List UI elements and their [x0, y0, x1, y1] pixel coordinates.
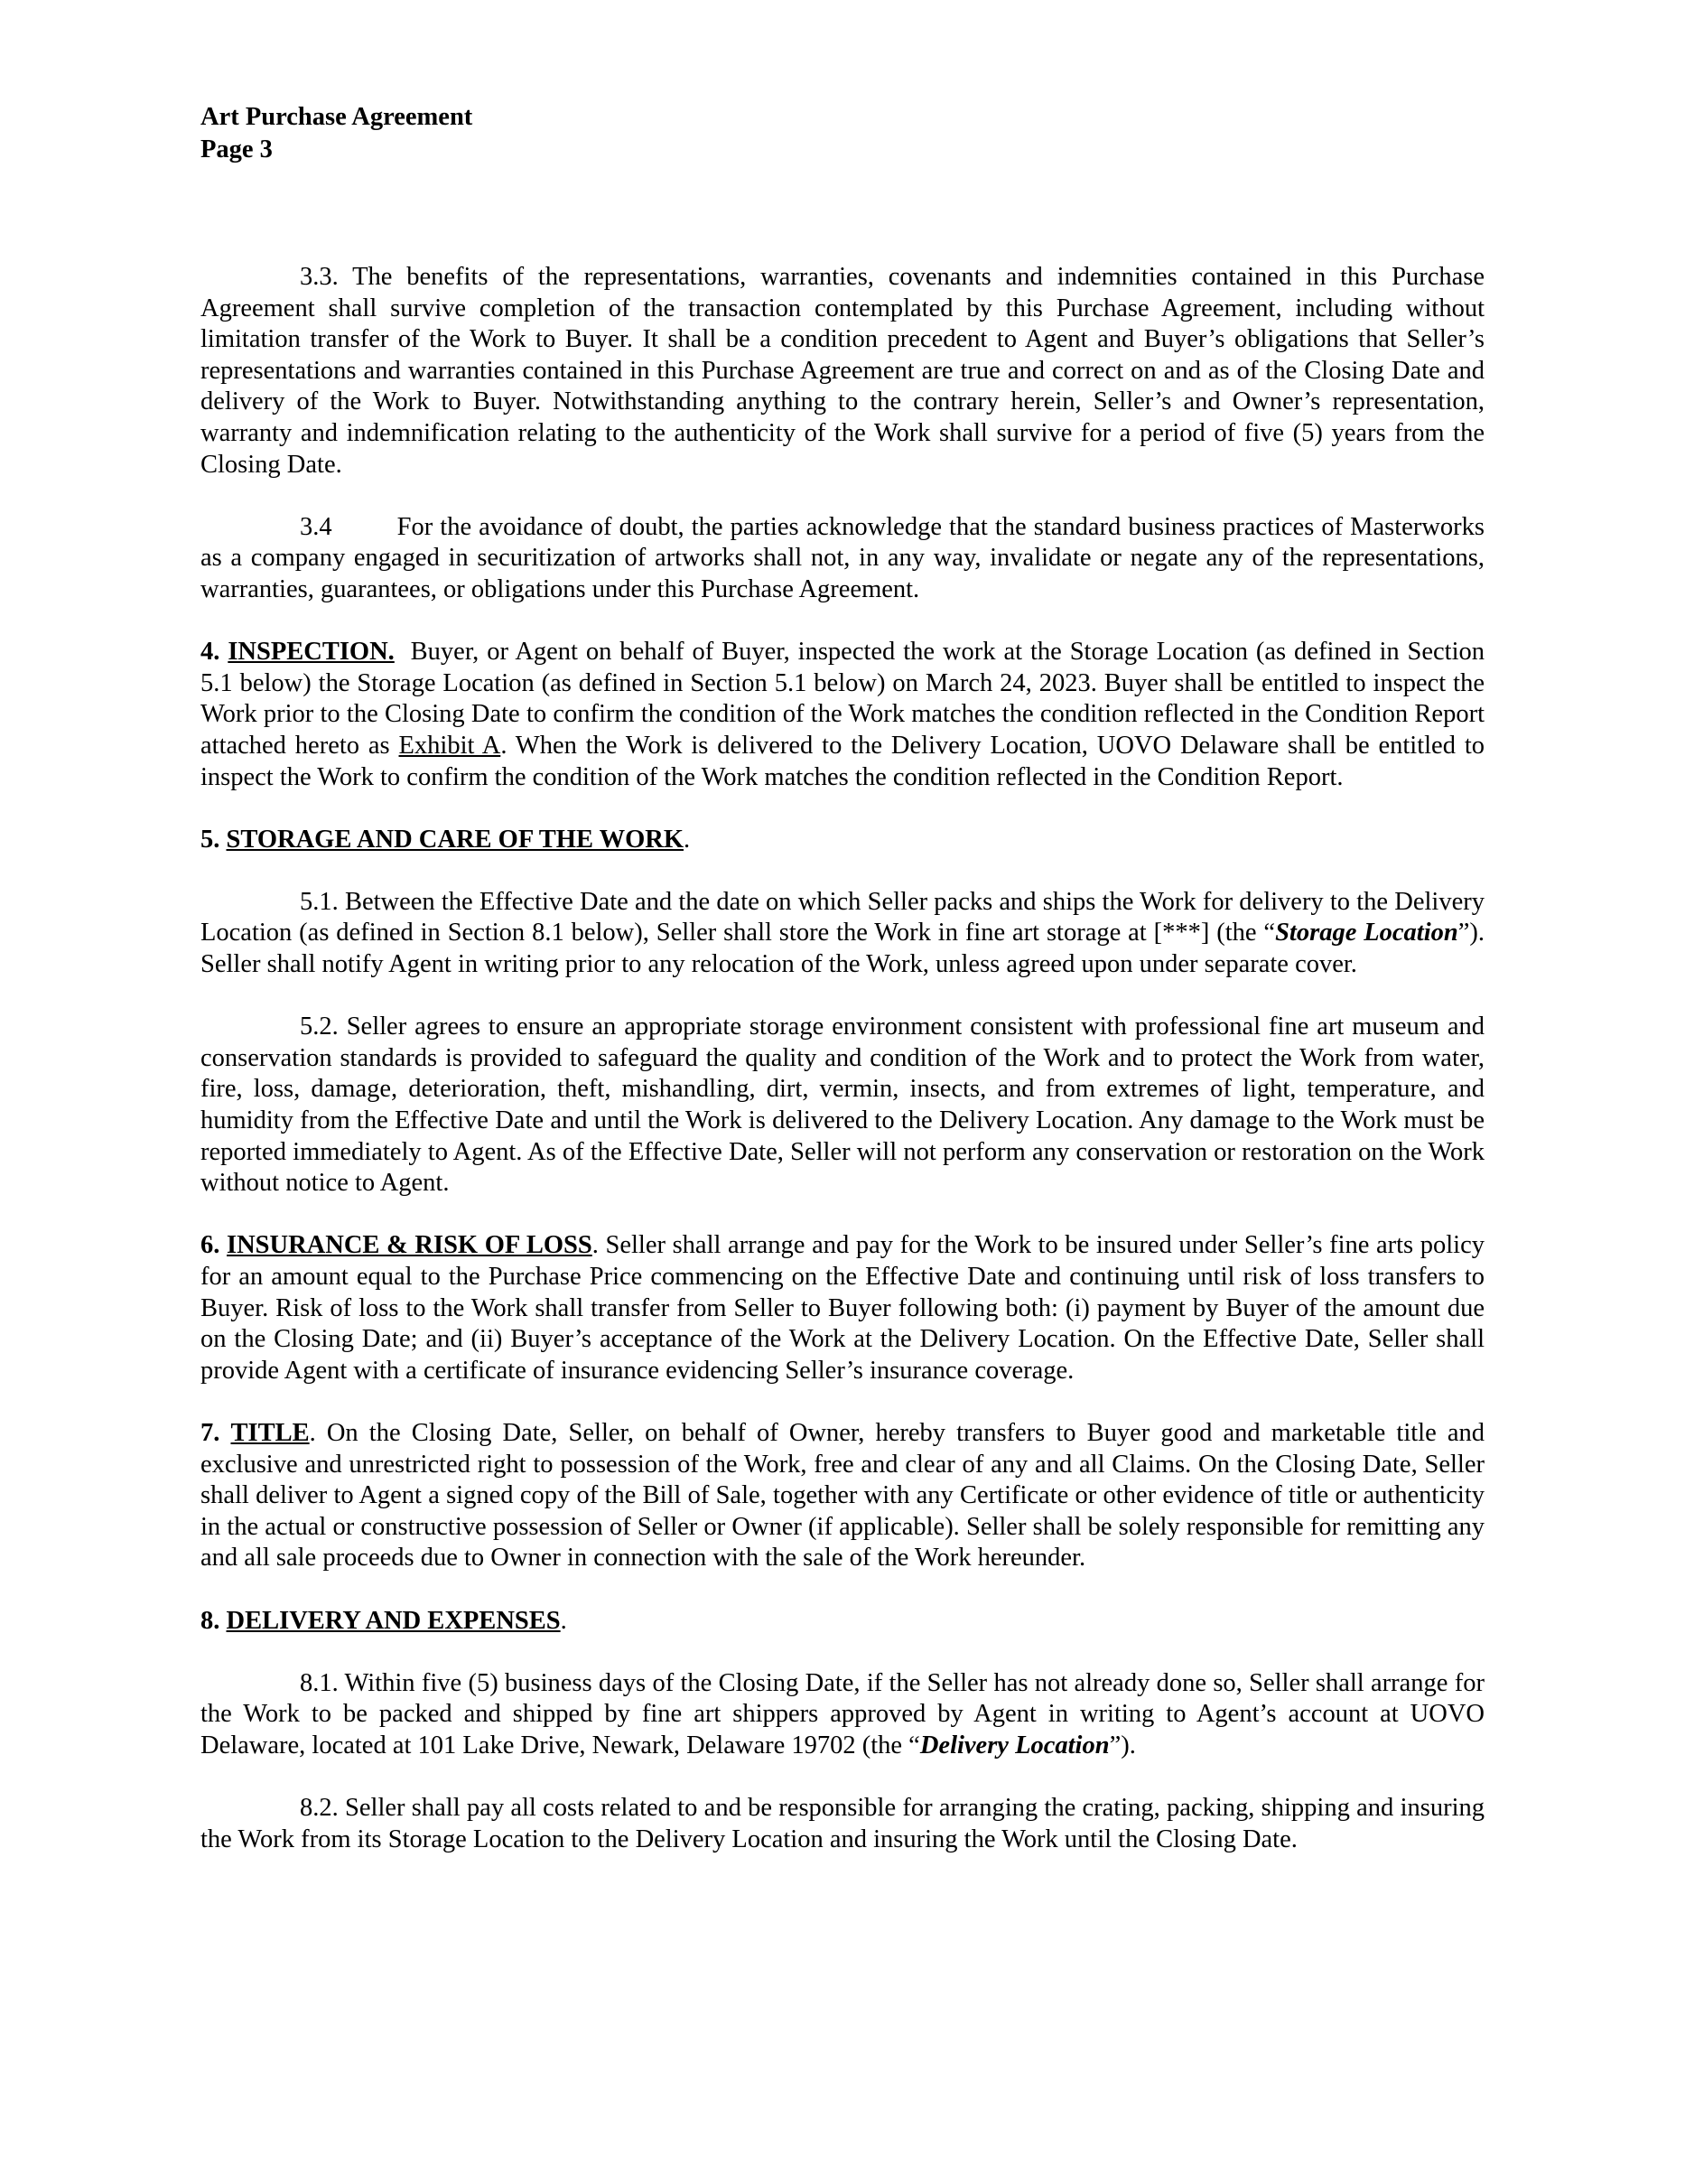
section-4-text-b: . When the Work is delivered to the Delivery Location, UOVO Delaware shall be entitled to inspect the Work to confirm the condition of the Work matches the condition reflected in the Condition Report.: [200, 731, 1485, 791]
paragraph-5-2: 5.2. Seller agrees to ensure an appropriate storage environment consistent with professional fine art museum and conservation standards is provided to safeguard the quality and condition of the Work and to protect the Work from water, fire, loss, damage, deterioration, theft, mishandling, dirt, vermin, insects, and from extremes of light, temperature, and humidity from the Effective Date and until the Work is delivered to the Delivery Location. Any damage to the Work must be reported immediately to Agent. As of the Effective Date, Seller will not perform any conservation or restoration on the Work without notice to Agent.: [200, 1013, 1485, 1198]
paragraph-8-2: 8.2. Seller shall pay all costs related to and be responsible for arranging the crating, packing, shipping and insuring the Work from its Storage Location to the Delivery Location and insuring the Work until the Closing Date.: [200, 1794, 1485, 1853]
section-8-title: DELIVERY AND EXPENSES: [226, 1606, 561, 1635]
section-4-title: INSPECTION.: [228, 638, 395, 667]
exhibit-a-reference: Exhibit A: [398, 731, 501, 760]
paragraph-3-4-number: 3.4: [300, 512, 332, 541]
section-6-title: INSURANCE & RISK OF LOSS: [227, 1231, 592, 1260]
section-4-inspection: [200, 637, 1485, 793]
paragraph-5-1-text-a: 5.1. Between the Effective Date and the date on which Seller packs and ships the Work for delivery to the Delivery Location (as defined in Section 8.1 below), Seller shall store the Work in fine art storage at [***] (the “: [200, 887, 1485, 947]
section-6-number: 6.: [200, 1231, 220, 1260]
section-4-number: 4.: [200, 638, 220, 667]
page-header: [200, 101, 1485, 166]
paragraph-3-3: 3.3. The benefits of the representations, warranties, covenants and indemnities contained in this Purchase Agreement shall survive completion of the transaction contemplated by this Purchase Agreement, including without limitation transfer of the Work to Buyer. It shall be a condition precedent to Agent and Buyer’s obligations that Seller’s representations and warranties contained in this Purchase Agreement are true and correct on and as of the Closing Date and delivery of the Work to Buyer. Notwithstanding anything to the contrary herein, Seller’s and Owner’s representation, warranty and indemnification relating to the authenticity of the Work shall survive for a period of five (5) years from the Closing Date.: [200, 263, 1485, 479]
section-6-insurance: [200, 1230, 1485, 1386]
section-5-number: 5.: [200, 825, 220, 854]
section-5-heading: [200, 825, 1485, 856]
section-8-heading: [200, 1606, 1485, 1638]
section-6-text: . Seller shall arrange and pay for the Work to be insured under Seller’s fine arts policy for an amount equal to the Purchase Price commencing on the Effective Date and continuing until risk of loss transfers to Buyer. Risk of loss to the Work shall transfer from Seller to Buyer following both: (i) payment by Buyer of the amount due on the Closing Date; and (ii) Buyer’s acceptance of the Work at the Delivery Location. On the Effective Date, Seller shall provide Agent with a certificate of insurance evidencing Seller’s insurance coverage.: [200, 1231, 1485, 1385]
section-7-number: 7.: [200, 1418, 220, 1447]
paragraph-3-4-text: For the avoidance of doubt, the parties acknowledge that the standard business practices of Masterworks as a company engaged in securitization of artworks shall not, in any way, invalidate or negate any of the representations, warranties, guarantees, or obligations under this Purchase Agreement.: [200, 512, 1485, 603]
section-7-title: TITLE: [230, 1418, 310, 1447]
paragraph-5-1: [200, 887, 1485, 981]
paragraph-3-4: [200, 512, 1485, 606]
section-5-period: .: [684, 825, 691, 854]
paragraph-8-1-text-a: 8.1. Within five (5) business days of the Closing Date, if the Seller has not already done so, Seller shall arrange for the Work to be packed and shipped by fine art shippers approved by Agent in writing to Agent’s account at UOVO Delaware, located at 101 Lake Drive, Newark, Delaware 19702 (the “: [200, 1668, 1485, 1759]
storage-location-term: Storage Location: [1275, 919, 1458, 947]
paragraph-8-1: [200, 1668, 1485, 1762]
section-7-text: . On the Closing Date, Seller, on behalf of Owner, hereby transfers to Buyer good and marketable title and exclusive and unrestricted right to possession of the Work, free and clear of any and all Claims. On the Closing Date, Seller shall deliver to Agent a signed copy of the Bill of Sale, together with any Certificate or other evidence of title or authenticity in the actual or constructive possession of Seller or Owner (if applicable). Seller shall be solely responsible for remitting any and all sale proceeds due to Owner in connection with the sale of the Work hereunder.: [200, 1418, 1485, 1573]
section-5-title: STORAGE AND CARE OF THE WORK: [226, 825, 684, 854]
delivery-location-term: Delivery Location: [919, 1731, 1110, 1759]
page-number: Page 3: [200, 135, 273, 163]
section-4-text-a: Buyer, or Agent on behalf of Buyer, inspected the work at the Storage Location (as defined in Section 5.1 below) the Storage Location (as defined in Section 5.1 below) on March 24, 2023. Buyer shall be entitled to inspect the Work prior to the Closing Date to confirm the condition of the Work matches the condition reflected in the Condition Report attached hereto as: [200, 638, 1485, 760]
paragraph-8-1-text-b: ”).: [1109, 1731, 1136, 1759]
paragraph-5-1-text-b: ”). Seller shall notify Agent in writing prior to any relocation of the Work, unless agreed upon under separate cover.: [200, 919, 1485, 979]
document-title: Art Purchase Agreement: [200, 103, 473, 131]
section-8-number: 8.: [200, 1606, 220, 1635]
section-7-title-clause: [200, 1418, 1485, 1574]
section-8-period: .: [560, 1606, 567, 1635]
document-page: [200, 101, 1485, 1887]
